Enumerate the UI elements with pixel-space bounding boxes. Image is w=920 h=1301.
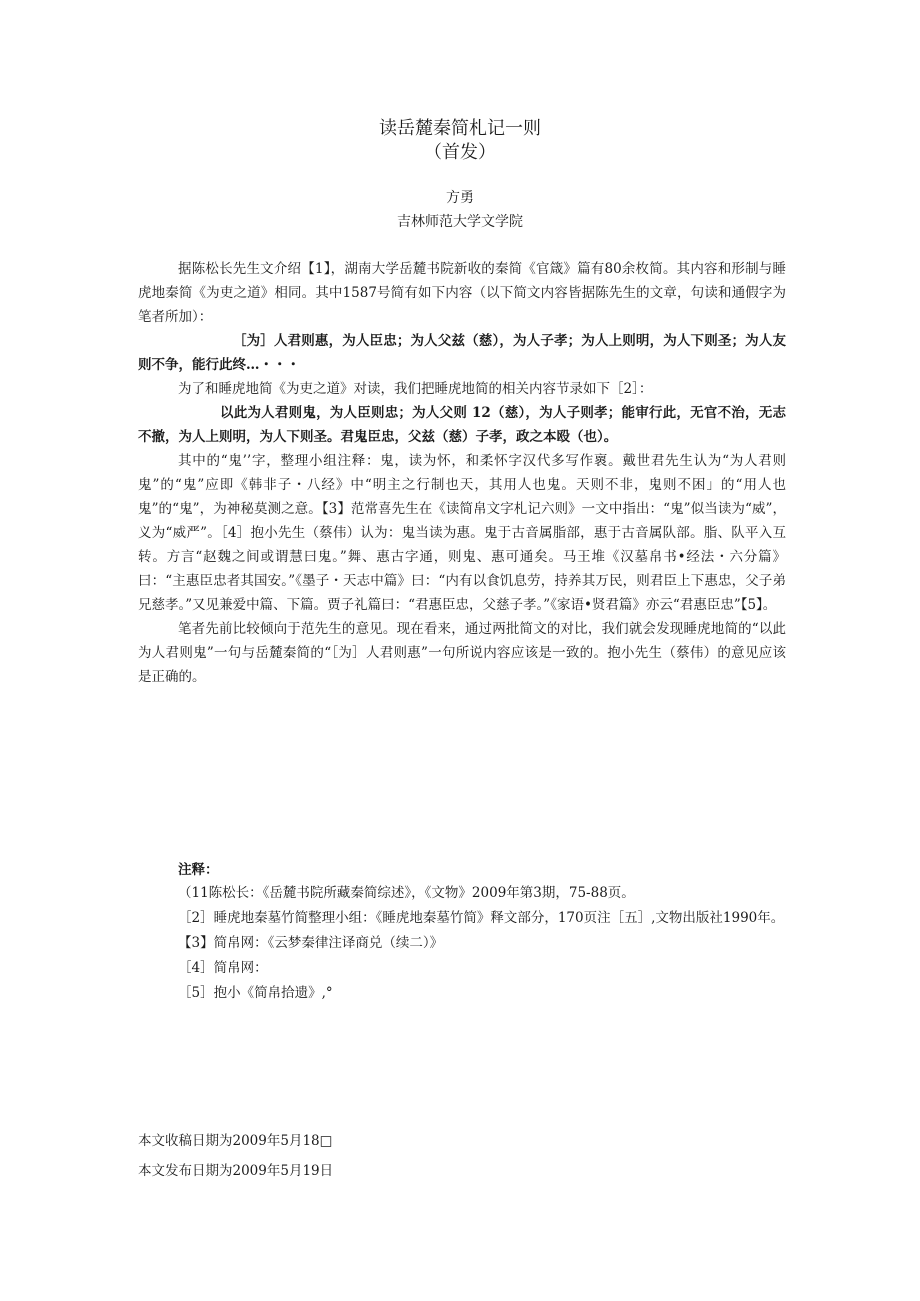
notes-list — [138, 881, 788, 1006]
article-title: 读岳麓秦简札记一则 — [379, 118, 541, 139]
quote-shuihudi: 以此为人君则鬼，为人臣则忠；为人父则 12（慈），为人子则孝；能审行此，无官不治，无志不撤，为人上则明，为人下则圣。君鬼臣忠，父兹（慈）子孝，政之本殴（也）。 — [138, 405, 786, 445]
received-date: 本文收稿日期为2009年5月18□ — [138, 1133, 333, 1149]
paragraph-comparison: 为了和睡虎地简《为吏之道》对读，我们把睡虎地简的相关内容节录如下［2］： — [178, 381, 653, 397]
paragraph-discussion: 其中的“鬼’’字，整理小组注释：鬼，读为怀，和柔怀字汉代多写作褱。戴世君先生认为“为人君则鬼”的“鬼”应即《韩非子・八经》中“明主之行制也天，其用人也鬼。天则不非，鬼则不困」的“用人也鬼”的“鬼”，为神秘莫测之意。【3】范常喜先生在《读简帛文字札记六则》一文中指出：“鬼”似当读为“威”，义为“威严”。［4］抱小先生（蔡伟）认为：鬼当读为惠。鬼于古音属脂部，惠于古音属队部。脂、队平入互转。方言“赵魏之间或谓慧曰鬼。”舞、惠古字通，则鬼、惠可通矣。马王堆《汉墓帛书•经法・六分篇》曰：“主惠臣忠者其国安。”《墨子・天志中篇》曰：“内有以食饥息劳，持养其万民，则君臣上下惠忠，父子弟兄慈孝。”又见兼爱中篇、下篇。贾子礼篇曰：“君惠臣忠，父慈子孝。”《家语•贤君篇》亦云“君惠臣忠”【5】。 — [138, 453, 786, 613]
note-item: （11陈松长：《岳麓书院所藏秦简综述》，《文物》2009年第3期，75-88页。 — [178, 885, 635, 901]
notes-heading: 注释： — [178, 862, 219, 878]
quote-yuelu: ［为］人君则惠，为人臣忠；为人父兹（慈），为人子孝；为人上则明，为人下则圣；为人友则不争，能行此终…・・・ — [138, 333, 786, 373]
author-affiliation: 吉林师范大学文学院 — [397, 214, 523, 230]
note-item: ［2］睡虎地秦墓竹简整理小组：《睡虎地秦墓竹简》释文部分，170页注［五］,文物出版社1990年。 — [178, 910, 785, 926]
article-body — [138, 257, 786, 689]
note-item: ［5］抱小《简帛拾遗》,° — [178, 985, 333, 1001]
note-item: 【3】简帛网：《云梦秦律注译商兑（续二）》 — [178, 935, 444, 951]
author-name: 方勇 — [446, 190, 474, 206]
note-item: ［4］简帛网： — [178, 960, 268, 976]
paragraph-conclusion: 笔者先前比较倾向于范先生的意见。现在看来，通过两批简文的对比，我们就会发现睡虎地简的“以此为人君则鬼”一句与岳麓秦简的“［为］人君则惠”一句所说内容应该是一致的。抱小先生（蔡伟）的意见应该是正确的。 — [138, 621, 786, 685]
article-subtitle: （首发） — [424, 142, 496, 163]
paragraph-intro: 据陈松长先生文介绍【1】，湖南大学岳麓书院新收的秦简《官箴》篇有80余枚简。其内容和形制与睡虎地秦简《为吏之道》相同。其中1587号简有如下内容（以下简文内容皆据陈先生的文章，句读和通假字为笔者所加）： — [138, 261, 786, 325]
published-date: 本文发布日期为2009年5月19日 — [138, 1163, 334, 1179]
